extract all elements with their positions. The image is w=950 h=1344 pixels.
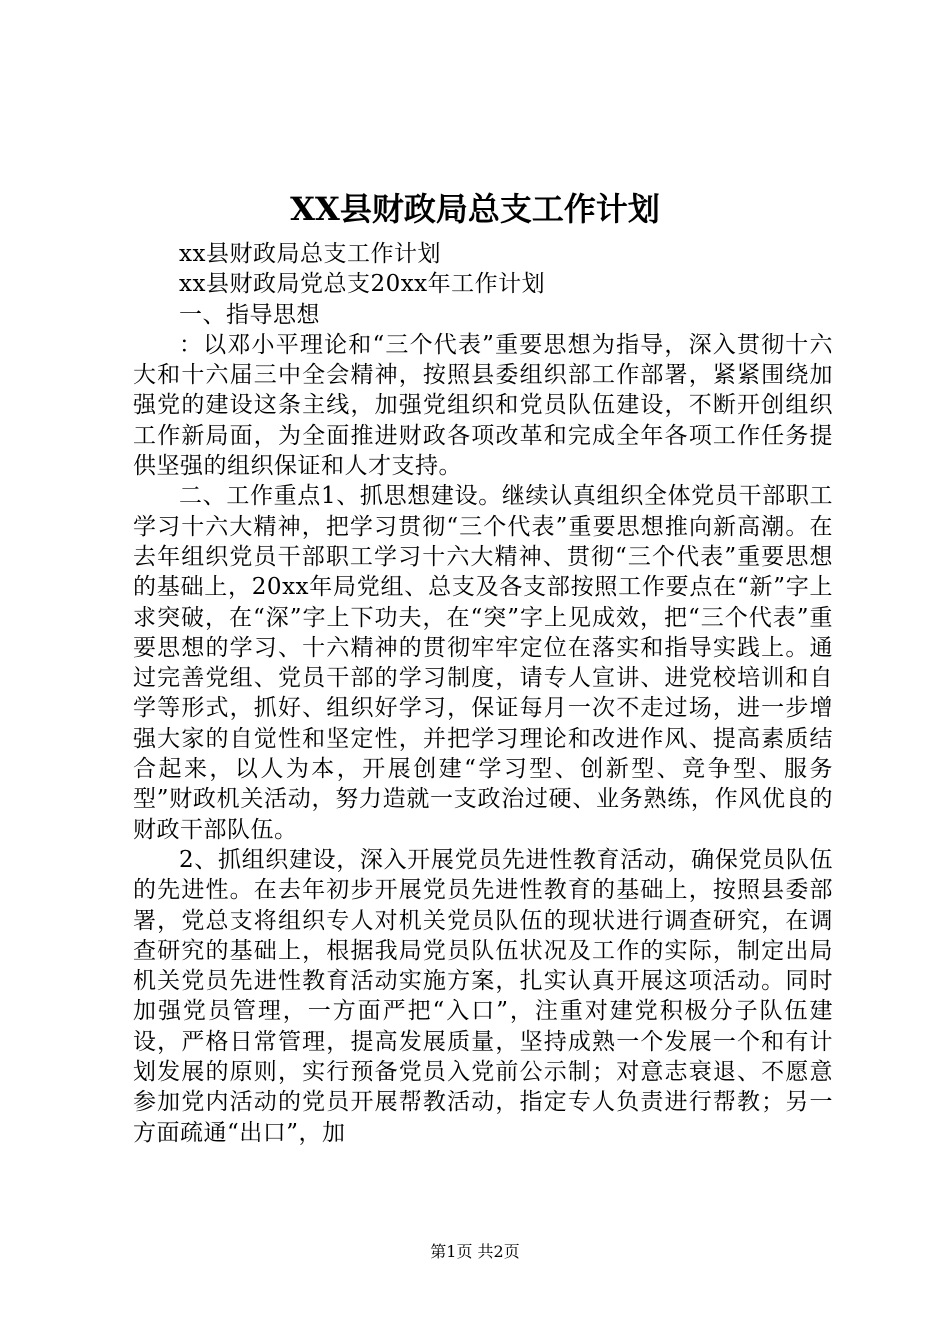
document-body: [133, 239, 833, 1148]
paragraph-organization: 2、抓组织建设，深入开展党员先进性教育活动，确保党员队伍的先进性。在去年初步开展党员先进性教育的基础上，按照县委部署，党总支将组织专人对机关党员队伍的现状进行调查研究，在调查研究的基础上，根据我局党员队伍状况及工作的实际，制定出局机关党员先进性教育活动实施方案，扎实认真开展这项活动。同时加强党员管理，一方面严把“入口”，注重对建党积极分子队伍建设，严格日常管理，提高发展质量，坚持成熟一个发展一个和有计划发展的原则，实行预备党员入党前公示制；对意志衰退、不愿意参加党内活动的党员开展帮教活动，指定专人负责进行帮教；另一方面疏通“出口”，加: [133, 846, 833, 1146]
paragraph-work-focus: 二、工作重点1、抓思想建设。继续认真组织全体党员干部职工学习十六大精神，把学习贯彻“三个代表”重要思想推向新高潮。在去年组织党员干部职工学习十六大精神、贯彻“三个代表”重要思想的基础上，20xx年局党组、总支及各支部按照工作要点在“新”字上求突破，在“深”字上下功夫，在“突”字上见成效，把“三个代表”重要思想的学习、十六精神的贯彻牢牢定位在落实和指导实践上。通过完善党组、党员干部的学习制度，请专人宣讲、进党校培训和自学等形式，抓好、组织好学习，保证每月一次不走过场，进一步增强大家的自觉性和坚定性，并把学习理论和改进作风、提高素质结合起来，以人为本，开展创建“学习型、创新型、竞争型、服务型”财政机关活动，努力造就一支政治过硬、业务熟练，作风优良的财政干部队伍。: [133, 483, 833, 843]
section-heading-guiding-thought: 一、指导思想: [179, 301, 320, 328]
page-footer: 第1页 共2页: [430, 1242, 520, 1261]
paragraph-subtitle: xx县财政局总支工作计划: [179, 241, 441, 267]
paragraph-plan-heading: xx县财政局党总支20xx年工作计划: [179, 271, 546, 298]
paragraph-guiding-thought: ：以邓小平理论和“三个代表”重要思想为指导，深入贯彻十六大和十六届三中全会精神，按照县委组织部工作部署，紧紧围绕加强党的建设这条主线，加强党组织和党员队伍建设，不断开创组织工作新局面，为全面推进财政各项改革和完成全年各项工作任务提供坚强的组织保证和人才支持。: [133, 331, 833, 480]
document-title: XX县财政局总支工作计划: [290, 190, 660, 228]
